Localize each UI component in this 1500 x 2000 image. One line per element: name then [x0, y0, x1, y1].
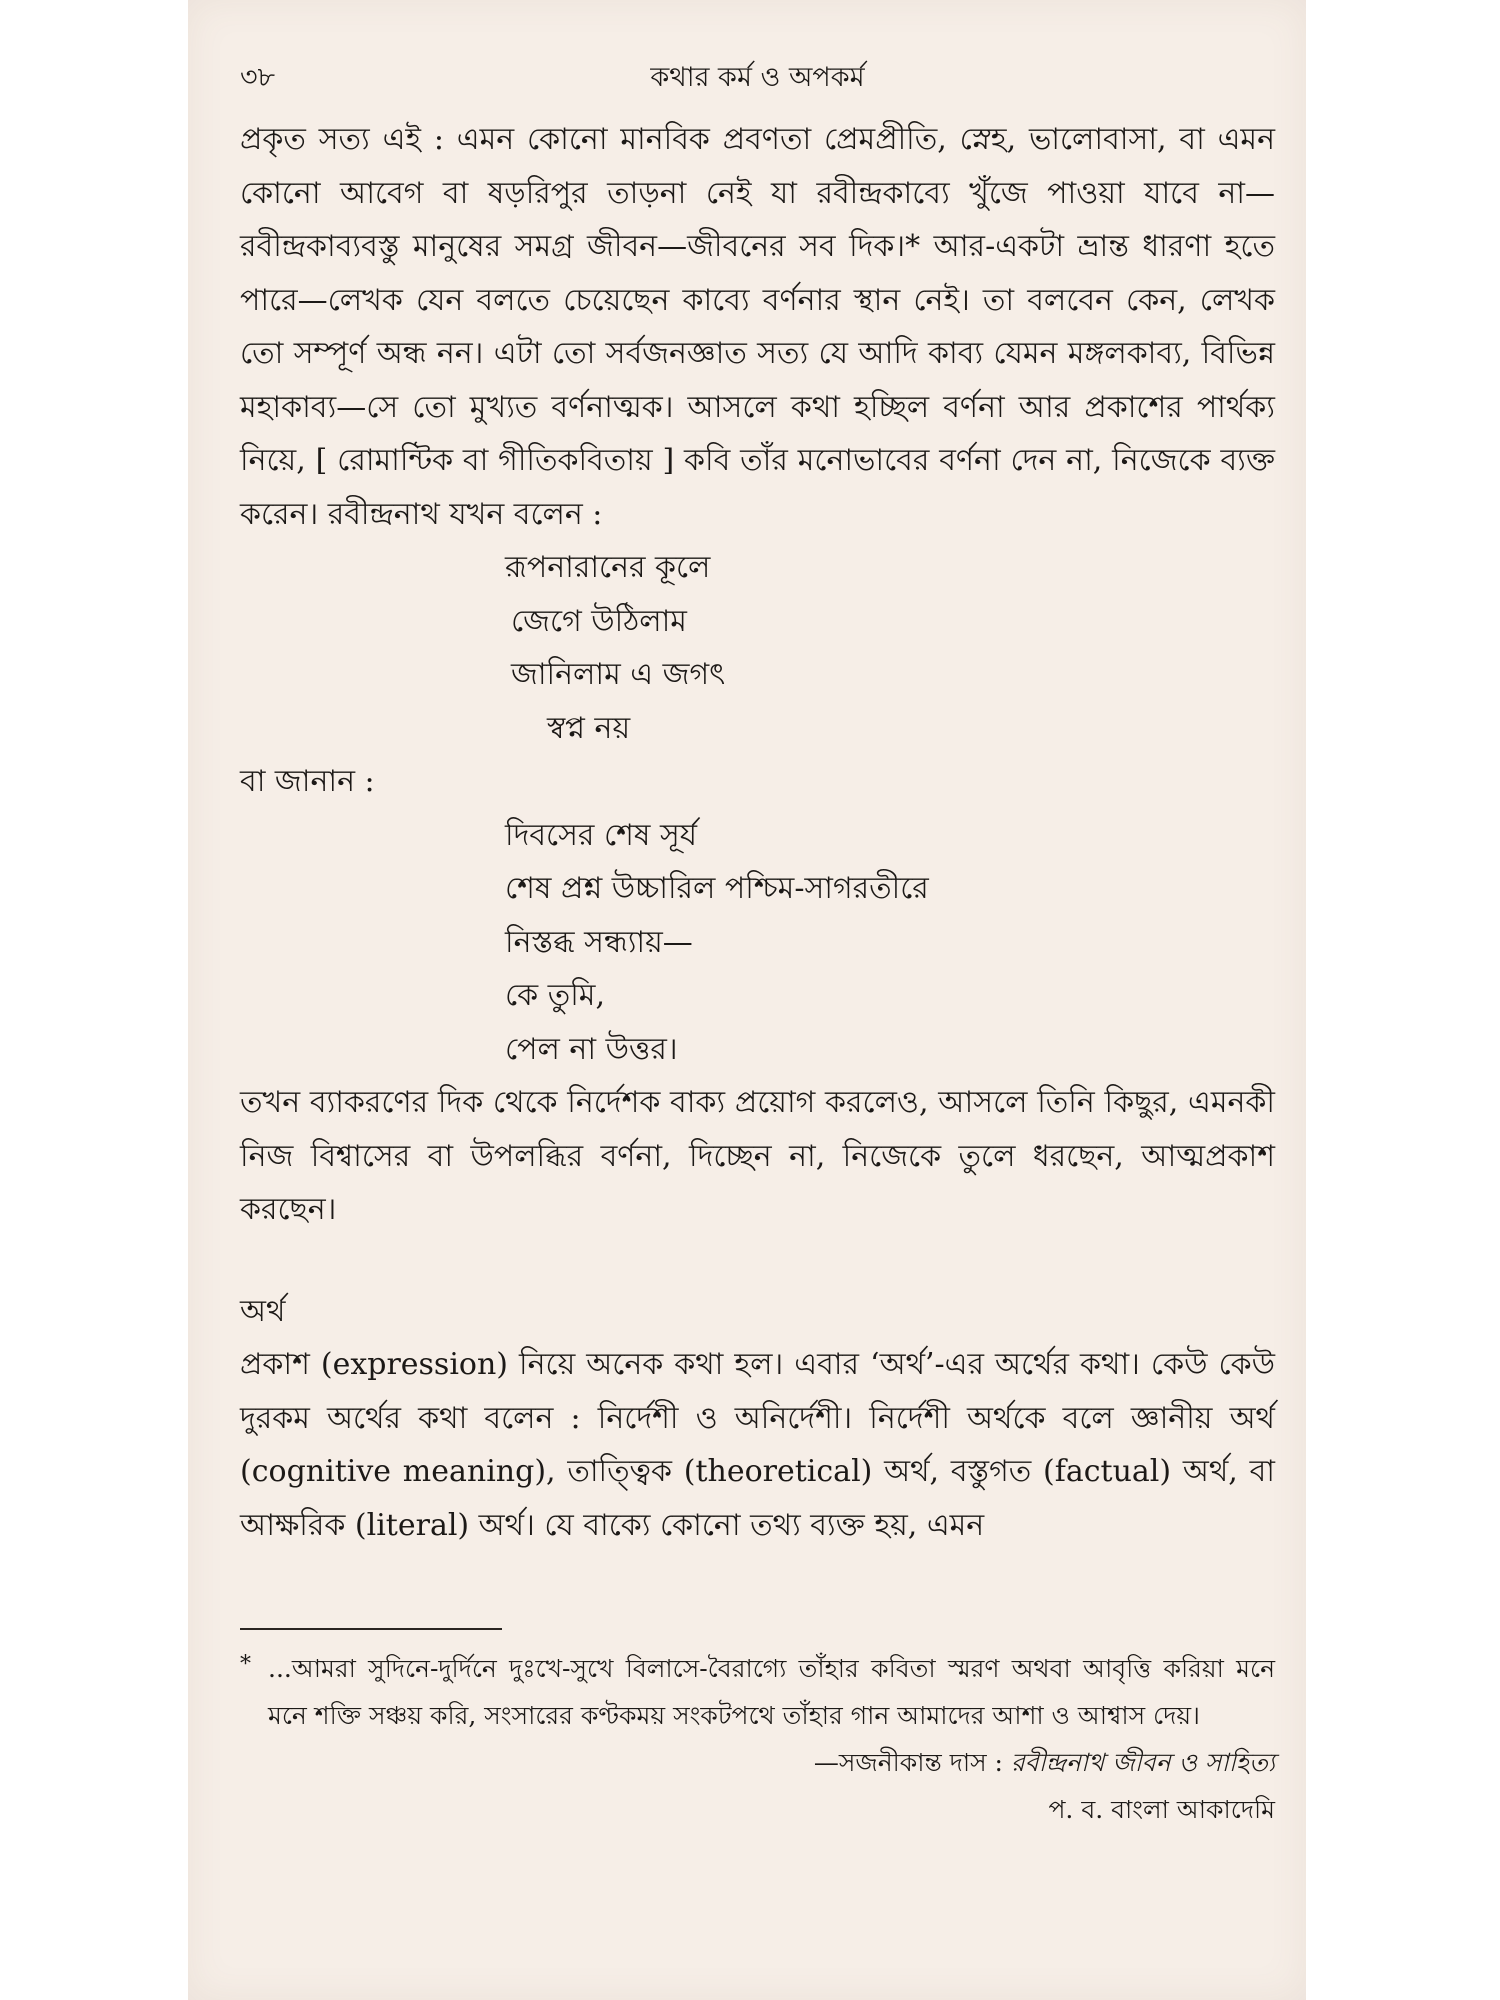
page-number: ৩৮ — [240, 62, 276, 93]
paragraph-2: তখন ব্যাকরণের দিক থেকে নির্দেশক বাক্য প্রয়োগ করলেও, আসলে তিনি কিছুর, এমনকী নিজ বিশ্বাসের বা উপলব্ধির বর্ণনা, দিচ্ছেন না, নিজেকে তুলে ধরছেন, আত্মপ্রকাশ করছেন। — [240, 1085, 1275, 1227]
poem-line: কে তুমি, — [505, 978, 605, 1013]
running-head: কথার কর্ম ও অপকর্ম — [650, 62, 865, 93]
poem-intro: বা জানান : — [240, 764, 375, 799]
main-text — [240, 113, 1275, 1552]
attribution-work: রবীন্দ্রনাথ জীবন ও সাহিত্য — [1010, 1748, 1275, 1777]
attribution-author: —সজনীকান্ত দাস : — [813, 1748, 1003, 1777]
poem-line: নিস্তব্ধ সন্ধ্যায়— — [505, 924, 693, 960]
poem-line: জানিলাম এ জগৎ — [511, 657, 726, 692]
quoted-poem-2 — [240, 809, 1275, 1077]
poem-line: জেগে উঠিলাম — [511, 603, 687, 639]
poem-line: রূপনারানের কূলে — [505, 550, 711, 585]
footnote-text — [240, 1645, 1275, 1739]
quoted-poem-1 — [240, 541, 1275, 755]
poem-line: শেষ প্রশ্ন উচ্চারিল পশ্চিম-সাগরতীরে — [505, 871, 929, 906]
section-heading: অর্থ — [240, 1293, 286, 1329]
footnote-quote: ...আমরা সুদিনে-দুর্দিনে দুঃখে-সুখে বিলাসে-বৈরাগ্যে তাঁহার কবিতা স্মরণ অথবা আবৃত্তি করিয়া মনে মনে শক্তি সঞ্চয় করি, সংসারের কণ্টকময় সংকটপথে তাঁহার গান আমাদের আশা ও আশ্বাস দেয়। — [268, 1654, 1275, 1730]
footnote-marker: * — [240, 1652, 251, 1677]
footnote-divider — [240, 1628, 502, 1630]
footnote-publisher: প. ব. বাংলা আকাদেমি — [1048, 1795, 1275, 1824]
poem-line: স্বপ্ন নয় — [547, 710, 631, 746]
paragraph-3: প্রকাশ (expression) নিয়ে অনেক কথা হল। এবার ‘অর্থ’-এর অর্থের কথা। কেউ কেউ দুরকম অর্থের কথা বলেন : নির্দেশী ও অনির্দেশী। নির্দেশী অর্থকে বলে জ্ঞানীয় অর্থ (cognitive meaning), তাত্ত্বিক (theoretical) অর্থ, বস্তুগত (factual) অর্থ, বা আক্ষরিক (literal) অর্থ। যে বাক্যে কোনো তথ্য ব্যক্ত হয়, এমন — [240, 1347, 1275, 1543]
footnote — [240, 1645, 1275, 1833]
page-header — [240, 58, 1275, 98]
paragraph-1: প্রকৃত সত্য এই : এমন কোনো মানবিক প্রবণতা প্রেমপ্রীতি, স্নেহ, ভালোবাসা, বা এমন কোনো আবেগ বা ষড়রিপুর তাড়না নেই যা রবীন্দ্রকাব্যে খুঁজে পাওয়া যাবে না— রবীন্দ্রকাব্যবস্তু মানুষের সমগ্র জীবন—জীবনের সব দিক।* আর-একটা ভ্রান্ত ধারণা হতে পারে—লেখক যেন বলতে চেয়েছেন কাব্যে বর্ণনার স্থান নেই। তা বলবেন কেন, লেখক তো সম্পূর্ণ অন্ধ নন। এটা তো সর্বজনজ্ঞাত সত্য যে আদি কাব্য যেমন মঙ্গলকাব্য, বিভিন্ন মহাকাব্য—সে তো মুখ্যত বর্ণনাত্মক। আসলে কথা হচ্ছিল বর্ণনা আর প্রকাশের পার্থক্য নিয়ে, [ রোমান্টিক বা গীতিকবিতায় ] কবি তাঁর মনোভাবের বর্ণনা দেন না, নিজেকে ব্যক্ত করেন। রবীন্দ্রনাথ যখন বলেন : — [240, 122, 1275, 532]
poem-line: দিবসের শেষ সূর্য — [505, 817, 698, 853]
footnote-attribution — [240, 1739, 1275, 1786]
poem-line: পেল না উত্তর। — [505, 1031, 678, 1067]
